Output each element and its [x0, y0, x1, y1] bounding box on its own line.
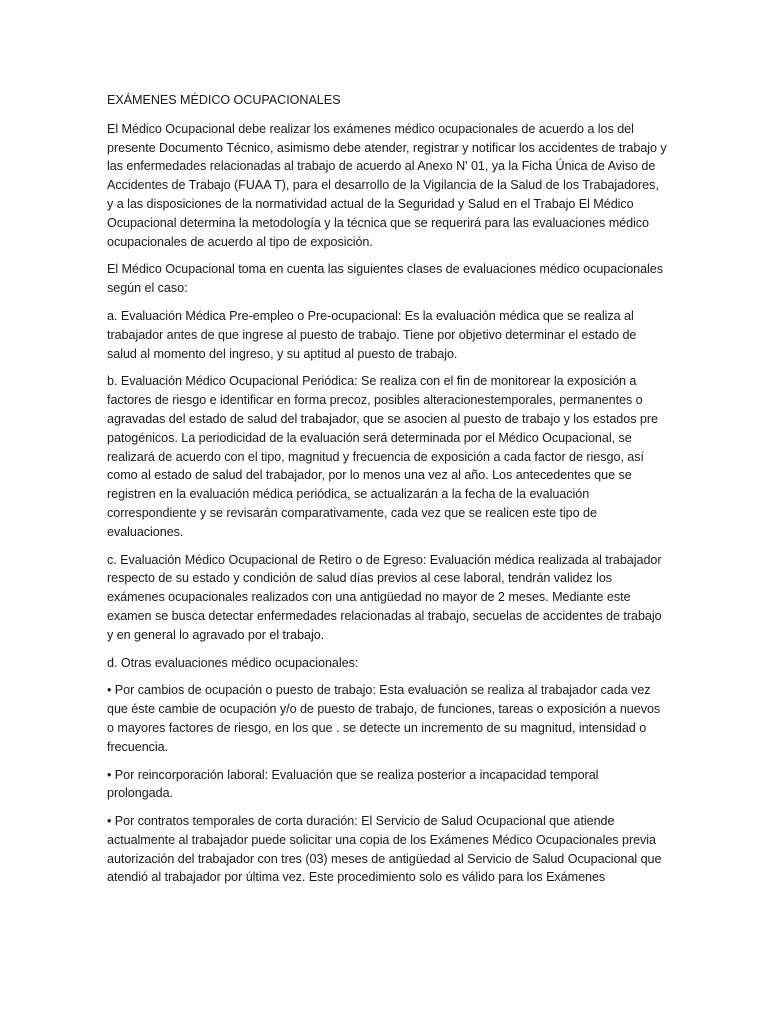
paragraph-classes: El Médico Ocupacional toma en cuenta las siguientes clases de evaluaciones médico ocupacionales según el caso:: [107, 262, 664, 296]
paragraph-other-evaluations: d. Otras evaluaciones médico ocupacionales:: [107, 655, 359, 670]
paragraph-pre-employment: a. Evaluación Médica Pre-empleo o Pre-ocupacional: Es la evaluación médica que se realiza al trabajador antes de que ingrese al puesto de trabajo. Tiene por objetivo determinar el estado de salud al momento del ingreso, y su aptitud al puesto de trabajo.: [107, 308, 637, 361]
document-title: EXÁMENES MÉDICO OCUPACIONALES: [107, 93, 341, 107]
bullet-temporary-contracts: • Por contratos temporales de corta duración: El Servicio de Salud Ocupacional que atiende actualmente al trabajador puede solicitar una copia de los Exámenes Médico Ocupacionales previa autorización del trabajador con tres (03) meses de antigüedad al Servicio de Salud Ocupacional que atendió al trabajador por última vez. Este procedimiento solo es válido para los Exámenes: [107, 814, 662, 885]
bullet-occupation-change: • Por cambios de ocupación o puesto de trabajo: Esta evaluación se realiza al trabajador cada vez que éste cambie de ocupación y/o de puesto de trabajo, de funciones, tareas o exposición a nuevos o mayores factores de riesgo, en los que . se detecte un incremento de su magnitud, intensidad o frecuencia.: [107, 683, 661, 754]
paragraph-periodic: b. Evaluación Médico Ocupacional Periódica: Se realiza con el fin de monitorear la exposición a factores de riesgo e identificar en forma precoz, posibles alteracionestemporales, permanentes o agravadas del estado de salud del trabajador, que se asocien al puesto de trabajo y los estados pre patogénicos. La periodicidad de la evaluación será determinada por el Médico Ocupacional, se realizará de acuerdo con el tipo, magnitud y frecuencia de exposición a cada factor de riesgo, así como al estado de salud del trabajador, por lo menos una vez al año. Los antecedentes que se registren en la evaluación médica periódica, se actualizarán a la fecha de la evaluación correspondiente y se revisarán comparativamente, cada vez que se realicen este tipo de evaluaciones.: [107, 374, 658, 539]
paragraph-retirement: c. Evaluación Médico Ocupacional de Retiro o de Egreso: Evaluación médica realizada al trabajador respecto de su estado y condición de salud días previos al cese laboral, tendrán validez los exámenes ocupacionales realizados con una antigüedad no mayor de 2 meses. Mediante este examen se busca detectar enfermedades relacionadas al trabajo, secuelas de accidentes de trabajo y en general lo agravado por el trabajo.: [107, 552, 662, 642]
paragraph-intro: El Médico Ocupacional debe realizar los exámenes médico ocupacionales de acuerdo a los del presente Documento Técnico, asimismo debe atender, registrar y notificar los accidentes de trabajo y las enfermedades relacionadas al trabajo de acuerdo al Anexo N' 01, ya la Ficha Única de Aviso de Accidentes de Trabajo (FUAA T), para el desarrollo de la Vigilancia de la Salud de los Trabajadores, y a las disposiciones de la normatividad actual de la Seguridad y Salud en el Trabajo El Médico Ocupacional determina la metodología y la técnica que se requerirá para las evaluaciones médico ocupacionales de acuerdo al tipo de exposición.: [107, 121, 667, 249]
bullet-reincorporation: • Por reincorporación laboral: Evaluación que se realiza posterior a incapacidad temporal prolongada.: [107, 767, 599, 801]
document-page: [107, 91, 667, 887]
